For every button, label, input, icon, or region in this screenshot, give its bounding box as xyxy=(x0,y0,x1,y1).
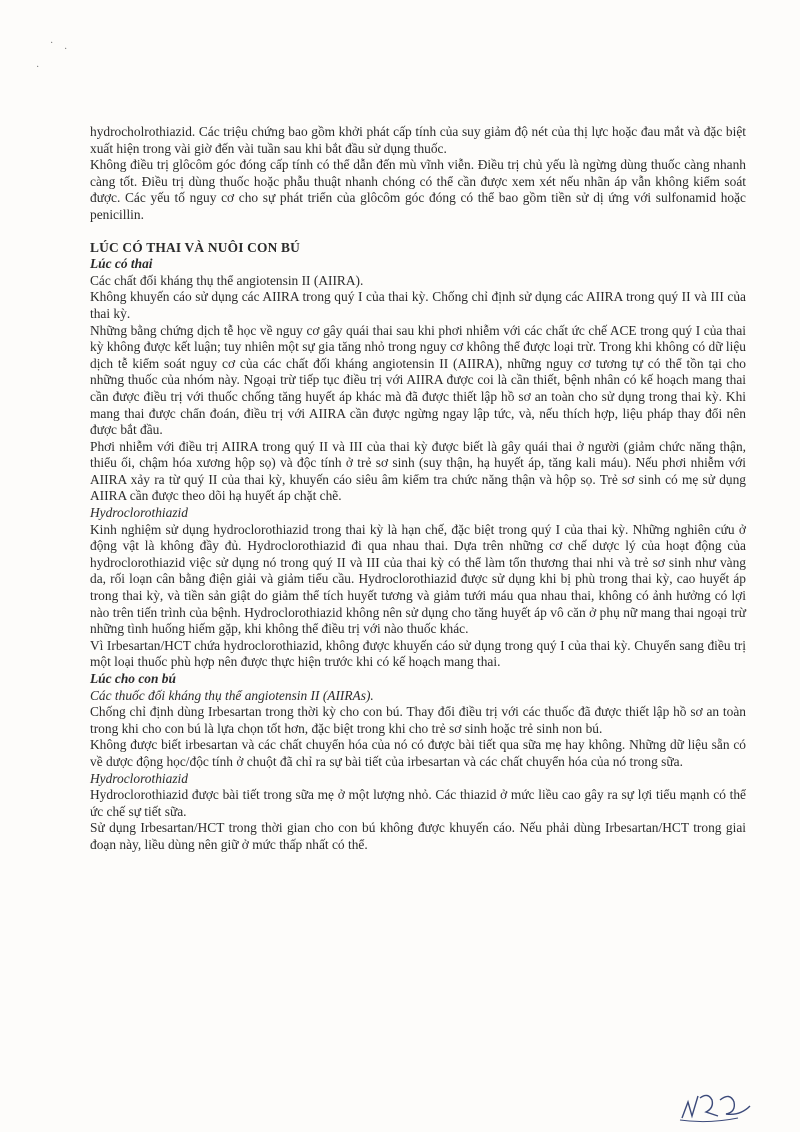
paragraph: Không khuyến cáo sử dụng các AIIRA trong quý I của thai kỳ. Chống chỉ định sử dụng các AIIRA trong quý II và III của thai kỳ. xyxy=(90,289,746,321)
paragraph: Không điều trị glôcôm góc đóng cấp tính có thể dẫn đến mù vĩnh viễn. Điều trị chủ yếu là ngừng dùng thuốc càng nhanh càng tốt. Điều trị dùng thuốc hoặc phẫu thuật nhanh chóng có thể cần được xem xét nếu nhãn áp vẫn không kiểm soát được. Các yếu tố nguy cơ cho sự phát triển của glôcôm góc đóng có thể bao gồm tiền sử dị ứng với sulfonamid hoặc penicillin. xyxy=(90,157,746,222)
paragraph: Vì Irbesartan/HCT chứa hydroclorothiazid, không được khuyến cáo sử dụng trong quý I của thai kỳ. Chuyển sang điều trị một loại thuốc phù hợp nên được thực hiện trước khi có kế hoạch mang thai. xyxy=(90,637,746,670)
paragraph: Không được biết irbesartan và các chất chuyển hóa của nó có được bài tiết qua sữa mẹ hay không. Những dữ liệu sẵn có về dược động học/độc tính ở chuột đã chỉ ra sự bài tiết của irbesartan và các chất chuyển hóa của nó trong sữa. xyxy=(90,737,746,769)
paragraph: Sử dụng Irbesartan/HCT trong thời gian cho con bú không được khuyến cáo. Nếu phải dùng Irbesartan/HCT trong giai đoạn này, liều dùng nên giữ ở mức thấp nhất có thể. xyxy=(90,820,746,852)
scan-speck: · xyxy=(50,38,54,49)
italic-subheading: Hydroclorothiazid xyxy=(90,770,188,786)
italic-subheading: Hydroclorothiazid xyxy=(90,505,188,521)
paragraph: Chống chỉ định dùng Irbesartan trong thời kỳ cho con bú. Thay đổi điều trị với các thuốc đã được thiết lập hồ sơ an toàn trong khi cho con bú là lựa chọn tốt hơn, đặc biệt trong khi cho trẻ sơ sinh hoặc trẻ sinh non bú. xyxy=(90,704,746,736)
paragraph: Những bằng chứng dịch tễ học về nguy cơ gây quái thai sau khi phơi nhiễm với các chất ức chế ACE trong quý I của thai kỳ không được kết luận; tuy nhiên một sự gia tăng nhỏ trong nguy cơ không thể được loại trừ. Trong khi không có dữ liệu dịch tễ kiểm soát nguy cơ của các chất đối kháng angiotensin II (AIIRA), những nguy cơ tương tự có thể tồn tại cho những thuốc của nhóm này. Ngoại trừ tiếp tục điều trị với AIIRA được coi là cần thiết, bệnh nhân có kế hoạch mang thai cần được điều trị với thuốc chống tăng huyết áp khác mà đã được thiết lập hồ sơ an toàn cho sử dụng trong thai kỳ. Khi mang thai được chẩn đoán, điều trị với AIIRA cần được ngừng ngay lập tức, và, nếu thích hợp, liệu pháp thay đổi nên được bắt đầu. xyxy=(90,322,746,438)
section-heading: LÚC CÓ THAI VÀ NUÔI CON BÚ xyxy=(90,239,301,255)
scan-speck: · xyxy=(64,44,68,55)
paragraph: hydrocholrothiazid. Các triệu chứng bao gồm khởi phát cấp tính của suy giảm độ nét của thị lực hoặc đau mắt và đặc biệt xuất hiện trong vài giờ đến vài tuần sau khi bắt đầu sử dụng thuốc. xyxy=(90,124,746,156)
paragraph: Phơi nhiễm với điều trị AIIRA trong quý II và III của thai kỳ được biết là gây quái thai ở người (giảm chức năng thận, thiểu ối, chậm hóa xương hộp sọ) và độc tính ở trẻ sơ sinh (suy thận, hạ huyết áp, tăng kali máu). Nếu phơi nhiễm với AIIRA xảy ra từ quý II của thai kỳ, khuyến cáo siêu âm kiểm tra chức năng thận và hộp sọ. Trẻ sơ sinh có mẹ sử dụng AIIRA cần được theo dõi hạ huyết áp chặt chẽ. xyxy=(90,438,746,504)
scan-speck: · xyxy=(36,62,40,73)
paragraph: Kinh nghiệm sử dụng hydroclorothiazid trong thai kỳ là hạn chế, đặc biệt trong quý I của thai kỳ. Những nghiên cứu ở động vật là không đầy đủ. Hydroclorothiazid đi qua nhau thai. Dựa trên những cơ chế dược lý của hoạt động của hydroclorothiazid việc sử dụng nó trong quý II và III của thai kỳ có thể làm tổn thương thai nhi và trẻ sơ sinh như vàng da, rối loạn cân bằng điện giải và giảm tiểu cầu. Hydroclorothiazid được sử dụng khi bị phù trong thai kỳ, cao huyết áp trong thai kỳ, và tiền sản giật do giảm thể tích huyết tương và giảm tưới máu qua nhau thai, không có ảnh hưởng có lợi nào trên tiến trình của bệnh. Hydroclorothiazid không nên sử dụng cho tăng huyết áp vô căn ở phụ nữ mang thai ngoại trừ những tình huống hiếm gặp, khi không thể điều trị với nào thuốc khác. xyxy=(90,521,746,637)
italic-subheading: Các thuốc đối kháng thụ thể angiotensin II (AIIRAs). xyxy=(90,687,374,703)
document-body xyxy=(90,124,746,854)
handwritten-signature xyxy=(678,1088,758,1124)
paragraph: Hydroclorothiazid được bài tiết trong sữa mẹ ở một lượng nhỏ. Các thiazid ở mức liều cao gây ra sự lợi tiểu mạnh có thể ức chế sự tiết sữa. xyxy=(90,787,746,819)
paragraph: Các chất đối kháng thụ thể angiotensin II (AIIRA). xyxy=(90,272,364,288)
subsection-heading: Lúc cho con bú xyxy=(90,671,176,686)
subsection-heading: Lúc có thai xyxy=(90,256,153,272)
